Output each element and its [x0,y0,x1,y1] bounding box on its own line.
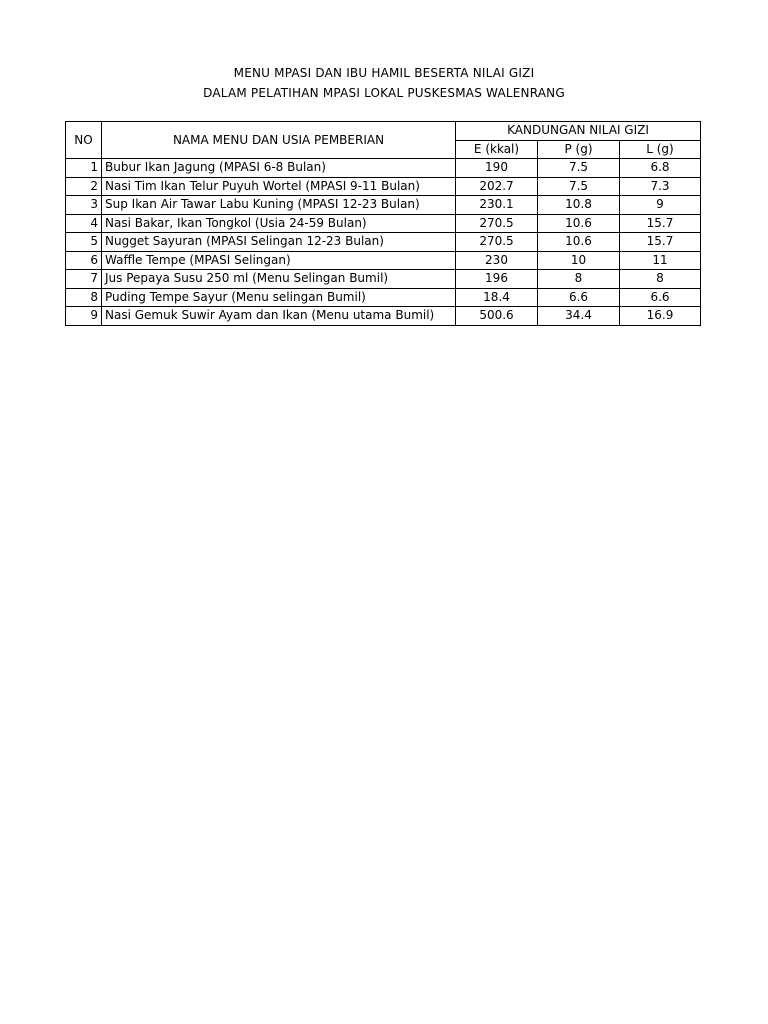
cell-name: Jus Pepaya Susu 250 ml (Menu Selingan Bumil) [102,270,456,289]
cell-no: 2 [66,177,102,196]
cell-fat: 9 [620,196,701,215]
cell-protein: 34.4 [538,307,620,326]
cell-fat: 16.9 [620,307,701,326]
cell-fat: 15.7 [620,233,701,252]
cell-energy: 202.7 [456,177,538,196]
cell-energy: 230.1 [456,196,538,215]
table-row [66,177,701,196]
cell-name: Nasi Tim Ikan Telur Puyuh Wortel (MPASI 9-11 Bulan) [102,177,456,196]
table-body [66,159,701,326]
cell-name: Nugget Sayuran (MPASI Selingan 12-23 Bulan) [102,233,456,252]
cell-protein: 8 [538,270,620,289]
cell-no: 7 [66,270,102,289]
cell-protein: 6.6 [538,288,620,307]
table-row [66,270,701,289]
cell-energy: 500.6 [456,307,538,326]
cell-fat: 11 [620,251,701,270]
nutrition-table [65,121,701,326]
cell-fat: 6.6 [620,288,701,307]
header-no: NO [66,122,102,159]
table-row [66,233,701,252]
cell-no: 3 [66,196,102,215]
cell-fat: 7.3 [620,177,701,196]
table-header [66,122,701,159]
cell-fat: 8 [620,270,701,289]
cell-protein: 7.5 [538,159,620,178]
table-row [66,159,701,178]
header-protein: P (g) [538,140,620,159]
header-energy: E (kkal) [456,140,538,159]
cell-name: Bubur Ikan Jagung (MPASI 6-8 Bulan) [102,159,456,178]
cell-energy: 196 [456,270,538,289]
cell-protein: 10.8 [538,196,620,215]
document-subtitle: DALAM PELATIHAN MPASI LOKAL PUSKESMAS WALENRANG [203,86,565,100]
cell-no: 1 [66,159,102,178]
cell-energy: 270.5 [456,233,538,252]
cell-protein: 7.5 [538,177,620,196]
table-row [66,288,701,307]
document-title: MENU MPASI DAN IBU HAMIL BESERTA NILAI GIZI [233,66,535,80]
cell-no: 4 [66,214,102,233]
cell-name: Sup Ikan Air Tawar Labu Kuning (MPASI 12-23 Bulan) [102,196,456,215]
cell-fat: 6.8 [620,159,701,178]
cell-energy: 270.5 [456,214,538,233]
cell-fat: 15.7 [620,214,701,233]
cell-name: Nasi Gemuk Suwir Ayam dan Ikan (Menu utama Bumil) [102,307,456,326]
table-row [66,307,701,326]
cell-protein: 10.6 [538,214,620,233]
cell-protein: 10 [538,251,620,270]
cell-name: Puding Tempe Sayur (Menu selingan Bumil) [102,288,456,307]
header-name: NAMA MENU DAN USIA PEMBERIAN [102,122,456,159]
header-nutrition-group: KANDUNGAN NILAI GIZI [456,122,701,141]
cell-name: Nasi Bakar, Ikan Tongkol (Usia 24-59 Bulan) [102,214,456,233]
table-row [66,196,701,215]
cell-energy: 18.4 [456,288,538,307]
table-row [66,251,701,270]
cell-name: Waffle Tempe (MPASI Selingan) [102,251,456,270]
cell-no: 8 [66,288,102,307]
header-fat: L (g) [620,140,701,159]
cell-protein: 10.6 [538,233,620,252]
cell-energy: 190 [456,159,538,178]
table-row [66,214,701,233]
cell-energy: 230 [456,251,538,270]
cell-no: 6 [66,251,102,270]
cell-no: 9 [66,307,102,326]
cell-no: 5 [66,233,102,252]
